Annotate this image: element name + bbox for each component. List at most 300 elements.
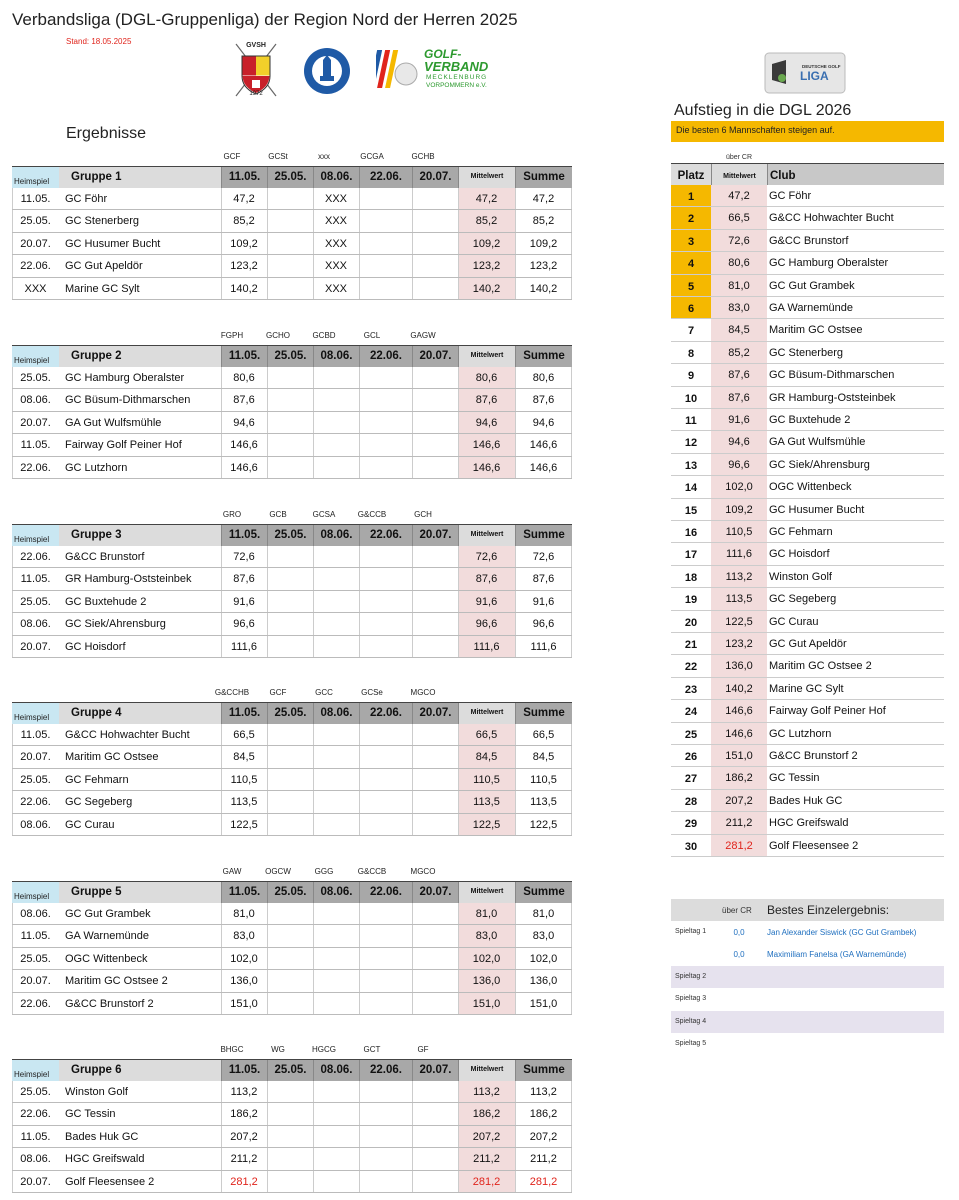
best-row bbox=[671, 943, 944, 965]
summe-value: 122,5 bbox=[529, 818, 558, 831]
spieltag-label: Spieltag 2 bbox=[675, 972, 707, 980]
ranking-platz: 12 bbox=[684, 437, 698, 450]
club-name: GC Segeberg bbox=[65, 796, 133, 809]
ranking-row bbox=[671, 499, 944, 521]
table-row bbox=[12, 255, 572, 277]
table-row bbox=[12, 457, 572, 479]
club-name: G&CC Brunstorf bbox=[65, 551, 145, 563]
ranking-mittelwert: 207,2 bbox=[711, 790, 767, 811]
matchday-header: 25.05. bbox=[267, 882, 313, 903]
ranking-club: G&CC Hohwachter Bucht bbox=[769, 212, 894, 225]
matchday-header: 20.07. bbox=[412, 167, 458, 188]
ranking-club: Bades Huk GC bbox=[769, 794, 843, 807]
mittelwert-value: 113,5 bbox=[473, 796, 500, 809]
mittelwert-value: 211,2 bbox=[473, 1153, 500, 1166]
ranking-row bbox=[671, 230, 944, 252]
table-row bbox=[12, 724, 572, 746]
ranking-header-mittelwert: Mittelwert bbox=[711, 164, 767, 185]
ranking-header bbox=[671, 163, 944, 185]
summe-value: 109,2 bbox=[529, 237, 558, 250]
summe-value: 96,6 bbox=[532, 618, 555, 631]
matchday-header: 08.06. bbox=[313, 882, 359, 903]
matchday-score: 281,2 bbox=[230, 1175, 258, 1188]
matchday-header: 08.06. bbox=[313, 1060, 359, 1081]
group-code: GCSA bbox=[312, 510, 336, 519]
ranking-club: GC Fehmarn bbox=[769, 526, 833, 538]
golf-verband-line2: VERBAND bbox=[424, 59, 489, 74]
summe-value: 94,6 bbox=[532, 416, 555, 429]
ranking-mittelwert: 122,5 bbox=[711, 611, 767, 632]
ranking-club: GC Gut Grambek bbox=[769, 279, 855, 292]
matchday-header: 25.05. bbox=[267, 703, 313, 724]
ranking-mittelwert: 94,6 bbox=[711, 431, 767, 452]
group-header bbox=[12, 702, 572, 724]
group-code: GCBD bbox=[312, 331, 336, 340]
matchday-header: 20.07. bbox=[412, 882, 458, 903]
summe-value: 87,6 bbox=[532, 573, 555, 586]
ranking-mittelwert: 113,2 bbox=[711, 566, 767, 587]
club-name: Golf Fleesensee 2 bbox=[65, 1175, 155, 1188]
group-code: GCHO bbox=[266, 331, 290, 340]
summe-header: Summe bbox=[515, 882, 572, 903]
summe-value: 66,5 bbox=[532, 729, 555, 741]
heimspiel-date: 20.07. bbox=[20, 416, 51, 429]
heimspiel-header: Heimspiel bbox=[12, 346, 59, 367]
ranking-platz: 26 bbox=[684, 751, 698, 763]
heimspiel-header: Heimspiel bbox=[12, 167, 59, 188]
table-row bbox=[12, 746, 572, 768]
golf-verband-line3: MECKLENBURG bbox=[426, 74, 488, 81]
mittelwert-value: 96,6 bbox=[475, 618, 498, 631]
deutsche-golf-liga-logo bbox=[764, 52, 846, 94]
heimspiel-date: 08.06. bbox=[20, 394, 51, 407]
ranking-mittelwert: 91,6 bbox=[711, 409, 767, 430]
mittelwert-value: 146,6 bbox=[472, 439, 501, 452]
summe-value: 123,2 bbox=[529, 260, 558, 273]
mittelwert-value: 111,6 bbox=[473, 640, 500, 653]
ranking-header-platz: Platz bbox=[671, 164, 711, 185]
ranking-row bbox=[671, 521, 944, 543]
table-row bbox=[12, 970, 572, 992]
gvsh-logo bbox=[230, 42, 282, 100]
ranking-row bbox=[671, 812, 944, 834]
ranking-club: GC Tessin bbox=[769, 772, 820, 785]
group-code: FGPH bbox=[220, 331, 244, 340]
summe-value: 111,6 bbox=[530, 640, 557, 653]
summe-value: 81,0 bbox=[532, 908, 555, 920]
ranking-club: GC Büsum-Dithmarschen bbox=[769, 369, 895, 382]
summe-value: 136,0 bbox=[529, 975, 558, 988]
ranking-platz: 23 bbox=[684, 683, 698, 696]
club-name: GC Föhr bbox=[65, 193, 108, 205]
summe-header: Summe bbox=[515, 1060, 572, 1081]
heimspiel-date: 25.05. bbox=[20, 952, 51, 965]
ranking-platz: 2 bbox=[671, 207, 711, 228]
mittelwert-value: 94,6 bbox=[475, 416, 498, 429]
matchday-header: 22.06. bbox=[359, 167, 412, 188]
club-name: GC Lutzhorn bbox=[65, 461, 128, 474]
ranking-row bbox=[671, 767, 944, 789]
mittelwert-value: 186,2 bbox=[472, 1108, 501, 1121]
group-code: GGG bbox=[314, 867, 334, 876]
ranking-mittelwert: 136,0 bbox=[711, 655, 767, 676]
ranking-club: GC Föhr bbox=[769, 190, 812, 202]
group-code: OGCW bbox=[265, 867, 291, 876]
ranking-row bbox=[671, 364, 944, 386]
group-code: G&CCB bbox=[357, 867, 387, 876]
matchday-score: 85,2 bbox=[233, 215, 255, 228]
matchday-score: 83,0 bbox=[233, 930, 255, 943]
heimspiel-date: 20.07. bbox=[20, 1175, 51, 1188]
matchday-score: 81,0 bbox=[233, 908, 255, 920]
ranking-row bbox=[671, 611, 944, 633]
table-row bbox=[12, 814, 572, 836]
table-row bbox=[12, 546, 572, 568]
ranking-club: GR Hamburg-Oststeinbek bbox=[769, 391, 896, 404]
liga-logo-line2: LIGA bbox=[800, 69, 829, 83]
matchday-score: 109,2 bbox=[230, 237, 258, 250]
matchday-score: 84,5 bbox=[233, 751, 255, 764]
ranking-row bbox=[671, 678, 944, 700]
club-name: GC Siek/Ahrensburg bbox=[65, 618, 166, 631]
ranking-club: Marine GC Sylt bbox=[769, 682, 844, 695]
golf-verband-mecklenburg-logo bbox=[376, 46, 518, 92]
heimspiel-date: 22.06. bbox=[20, 551, 51, 563]
heimspiel-date: 08.06. bbox=[20, 818, 51, 831]
ranking-platz: 9 bbox=[687, 370, 695, 383]
table-row bbox=[12, 591, 572, 613]
group-table-2 bbox=[12, 331, 572, 481]
spieltag-label: Spieltag 5 bbox=[675, 1040, 707, 1047]
heimspiel-header: Heimspiel bbox=[12, 882, 59, 903]
ranking-club: GC Hamburg Oberalster bbox=[769, 257, 889, 270]
matchday-score: 211,2 bbox=[230, 1153, 258, 1166]
mittelwert-value: 84,5 bbox=[475, 751, 498, 764]
club-name: OGC Wittenbeck bbox=[65, 952, 148, 965]
group-code: GCSt bbox=[268, 152, 288, 161]
mittelwert-value: 91,6 bbox=[475, 595, 498, 608]
spieltag-label: Spieltag 1 bbox=[675, 928, 707, 935]
best-row bbox=[671, 966, 944, 988]
mittelwert-value: 83,0 bbox=[475, 930, 498, 943]
summe-value: 281,2 bbox=[529, 1175, 558, 1188]
club-name: GC Hamburg Oberalster bbox=[65, 372, 185, 384]
ranking-row bbox=[671, 387, 944, 409]
group-code: GCF bbox=[269, 688, 287, 697]
table-row bbox=[12, 434, 572, 456]
table-row bbox=[12, 367, 572, 389]
matchday-header: 22.06. bbox=[359, 346, 412, 367]
summe-value: 113,5 bbox=[530, 796, 557, 809]
ranking-mittelwert: 81,0 bbox=[711, 275, 767, 296]
matchday-header: 22.06. bbox=[359, 1060, 412, 1081]
matchday-score: 186,2 bbox=[230, 1108, 258, 1121]
summe-value: 84,5 bbox=[532, 751, 555, 764]
best-player-name: Maximiliam Fanelsa (GA Warnemünde) bbox=[767, 950, 907, 960]
group-name: Gruppe 4 bbox=[59, 703, 221, 724]
group-body bbox=[12, 188, 572, 300]
matchday-score: 140,2 bbox=[230, 282, 258, 295]
matchday-header: 08.06. bbox=[313, 167, 359, 188]
group-body bbox=[12, 546, 572, 658]
golf-verband-line1: GOLF- bbox=[424, 47, 462, 61]
group-body bbox=[12, 367, 572, 479]
club-name: GA Warnemünde bbox=[65, 930, 149, 943]
matchday-header: 22.06. bbox=[359, 703, 412, 724]
matchday-header: 08.06. bbox=[313, 525, 359, 546]
gvsh-logo-year: 1972 bbox=[249, 91, 263, 97]
group-code: GCT bbox=[363, 1045, 381, 1054]
ranking-row bbox=[671, 723, 944, 745]
ranking-platz: 5 bbox=[671, 275, 711, 296]
matchday-score: 146,6 bbox=[230, 439, 258, 452]
matchday-score: 96,6 bbox=[233, 618, 255, 631]
ranking-row bbox=[671, 431, 944, 453]
group-code: GCF bbox=[223, 152, 241, 161]
table-row bbox=[12, 233, 572, 255]
summe-value: 113,2 bbox=[530, 1086, 557, 1098]
ranking-platz: 30 bbox=[684, 840, 698, 853]
mittelwert-value: 122,5 bbox=[472, 818, 501, 831]
summe-value: 211,2 bbox=[530, 1153, 557, 1166]
group-code: GCHB bbox=[411, 152, 435, 161]
table-row bbox=[12, 948, 572, 970]
ranking-platz: 10 bbox=[684, 392, 698, 405]
matchday-header: 20.07. bbox=[412, 703, 458, 724]
ranking-mittelwert: 146,6 bbox=[711, 700, 767, 721]
ranking-row bbox=[671, 566, 944, 588]
ranking-row bbox=[671, 297, 944, 319]
matchday-score: 102,0 bbox=[230, 952, 258, 965]
mittelwert-value: 136,0 bbox=[472, 975, 501, 988]
ranking-platz: 18 bbox=[684, 571, 698, 584]
heimspiel-date: 25.05. bbox=[20, 773, 51, 786]
matchday-header: 11.05. bbox=[221, 525, 267, 546]
ranking-club: GC Husumer Bucht bbox=[769, 503, 865, 516]
ranking-platz: 20 bbox=[684, 616, 698, 629]
mittelwert-value: 47,2 bbox=[475, 193, 498, 205]
ranking-mittelwert: 83,0 bbox=[711, 297, 767, 318]
heimspiel-date: 20.07. bbox=[20, 751, 51, 764]
best-player-name: Jan Alexander Siswick (GC Gut Grambek) bbox=[767, 928, 917, 937]
matchday-score: XXX bbox=[324, 260, 347, 273]
mittelwert-value: 109,2 bbox=[472, 237, 501, 250]
club-name: HGC Greifswald bbox=[65, 1153, 145, 1166]
ranking-row bbox=[671, 275, 944, 297]
heimspiel-date: 22.06. bbox=[20, 260, 51, 273]
best-header bbox=[671, 899, 944, 921]
matchday-score: XXX bbox=[324, 215, 347, 228]
ranking-row bbox=[671, 835, 944, 857]
ranking-row bbox=[671, 342, 944, 364]
ranking-club: GC Siek/Ahrensburg bbox=[769, 458, 870, 471]
matchday-header: 25.05. bbox=[267, 1060, 313, 1081]
ranking-row bbox=[671, 476, 944, 498]
ranking-mittelwert: 146,6 bbox=[711, 723, 767, 744]
table-row bbox=[12, 389, 572, 411]
club-name: GC Fehmarn bbox=[65, 773, 129, 786]
ranking-row bbox=[671, 409, 944, 431]
ranking-mittelwert: 211,2 bbox=[711, 812, 767, 833]
ranking-row bbox=[671, 700, 944, 722]
heimspiel-header: Heimspiel bbox=[12, 525, 59, 546]
ranking-row bbox=[671, 543, 944, 565]
club-name: Bades Huk GC bbox=[65, 1130, 139, 1143]
matchday-score: 87,6 bbox=[233, 394, 255, 407]
club-name: GC Buxtehude 2 bbox=[65, 595, 147, 608]
ranking-mittelwert: 47,2 bbox=[711, 185, 767, 206]
mittelwert-value: 87,6 bbox=[475, 573, 498, 586]
ranking-row bbox=[671, 588, 944, 610]
heimspiel-date: 11.05. bbox=[20, 930, 51, 943]
matchday-score: 72,6 bbox=[233, 551, 255, 563]
group-name: Gruppe 2 bbox=[59, 346, 221, 367]
ranking-club: GC Lutzhorn bbox=[769, 727, 832, 740]
heimspiel-date: 08.06. bbox=[20, 908, 51, 920]
mittelwert-value: 72,6 bbox=[475, 551, 498, 563]
liga-logo-line1: DEUTSCHE GOLF bbox=[802, 64, 841, 69]
ranking-platz: 16 bbox=[684, 527, 698, 539]
heimspiel-date: 11.05. bbox=[20, 439, 51, 452]
ranking-ueber-cr-caption: über CR bbox=[725, 154, 753, 161]
summe-value: 151,0 bbox=[529, 997, 558, 1010]
ranking-mittelwert: 123,2 bbox=[711, 633, 767, 654]
summe-value: 146,6 bbox=[529, 439, 558, 452]
matchday-header: 11.05. bbox=[221, 167, 267, 188]
mittelwert-value: 151,0 bbox=[472, 997, 501, 1010]
mittelwert-header: Mittelwert bbox=[458, 703, 515, 724]
matchday-header: 22.06. bbox=[359, 525, 412, 546]
ranking-mittelwert: 80,6 bbox=[711, 252, 767, 273]
ranking-platz: 3 bbox=[671, 230, 711, 251]
heimspiel-date: 08.06. bbox=[20, 1153, 51, 1166]
matchday-header: 11.05. bbox=[221, 1060, 267, 1081]
matchday-header: 25.05. bbox=[267, 346, 313, 367]
ranking-platz: 13 bbox=[684, 459, 698, 472]
group-code: WG bbox=[271, 1045, 285, 1054]
table-row bbox=[12, 993, 572, 1015]
matchday-score: 113,2 bbox=[230, 1086, 258, 1098]
summe-value: 110,5 bbox=[530, 773, 557, 786]
matchday-score: 146,6 bbox=[230, 461, 258, 474]
ranking-row bbox=[671, 185, 944, 207]
aufstieg-note: Die besten 6 Mannschaften steigen auf. bbox=[671, 121, 944, 142]
mittelwert-value: 85,2 bbox=[475, 215, 498, 228]
ranking-mittelwert: 186,2 bbox=[711, 767, 767, 788]
ranking-platz: 4 bbox=[671, 252, 711, 273]
matchday-header: 08.06. bbox=[313, 703, 359, 724]
summe-value: 80,6 bbox=[532, 372, 555, 384]
summe-value: 102,0 bbox=[529, 952, 558, 965]
matchday-score: XXX bbox=[324, 193, 347, 205]
ranking-row bbox=[671, 633, 944, 655]
summe-value: 85,2 bbox=[532, 215, 555, 228]
matchday-score: 151,0 bbox=[230, 997, 258, 1010]
group-code: G&CCHB bbox=[214, 688, 250, 697]
ranking-platz: 24 bbox=[684, 706, 698, 719]
summe-header: Summe bbox=[515, 703, 572, 724]
ranking-platz: 11 bbox=[685, 415, 697, 427]
club-name: G&CC Hohwachter Bucht bbox=[65, 729, 190, 741]
ranking-header-club: Club bbox=[767, 164, 944, 185]
ranking-club: GC Buxtehude 2 bbox=[769, 414, 851, 426]
group-code: BHGC bbox=[220, 1045, 244, 1054]
table-row bbox=[12, 278, 572, 300]
mittelwert-value: 146,6 bbox=[472, 461, 501, 474]
table-row bbox=[12, 769, 572, 791]
club-name: Marine GC Sylt bbox=[65, 282, 140, 295]
matchday-score: 111,6 bbox=[231, 640, 257, 653]
table-row bbox=[12, 636, 572, 658]
group-code: GAGW bbox=[410, 331, 436, 340]
ranking-club: GC Segeberg bbox=[769, 593, 837, 606]
matchday-header: 25.05. bbox=[267, 525, 313, 546]
ranking-club: GA Warnemünde bbox=[769, 302, 853, 314]
mittelwert-value: 80,6 bbox=[475, 372, 498, 384]
heimspiel-date: 11.05. bbox=[20, 729, 51, 741]
club-name: GC Curau bbox=[65, 818, 115, 831]
group-code: G&CCB bbox=[357, 510, 387, 519]
ranking-platz: 28 bbox=[684, 795, 698, 808]
mittelwert-value: 81,0 bbox=[475, 908, 498, 920]
heimspiel-date: 22.06. bbox=[20, 796, 51, 809]
group-name: Gruppe 1 bbox=[59, 167, 221, 188]
results-heading: Ergebnisse bbox=[66, 125, 147, 142]
ranking-row bbox=[671, 790, 944, 812]
table-row bbox=[12, 210, 572, 232]
summe-value: 146,6 bbox=[529, 461, 558, 474]
heimspiel-date: 22.06. bbox=[20, 997, 51, 1010]
club-name: GC Stenerberg bbox=[65, 215, 139, 228]
ranking-row bbox=[671, 319, 944, 341]
spieltag-label: Spieltag 4 bbox=[675, 1017, 707, 1025]
best-ueber-cr: über CR bbox=[722, 906, 752, 915]
ranking-platz: 7 bbox=[687, 325, 695, 338]
mittelwert-value: 66,5 bbox=[475, 729, 498, 741]
group-code: GCC bbox=[315, 688, 333, 697]
ranking-platz: 25 bbox=[684, 728, 698, 741]
summe-header: Summe bbox=[515, 525, 572, 546]
ranking-platz: 8 bbox=[687, 347, 695, 360]
ranking-mittelwert: 96,6 bbox=[711, 454, 767, 475]
group-code: GRO bbox=[222, 510, 242, 519]
best-value: 0,0 bbox=[733, 928, 745, 937]
club-name: Maritim GC Ostsee bbox=[65, 751, 159, 764]
table-row bbox=[12, 188, 572, 210]
group-table-6 bbox=[12, 1045, 572, 1195]
table-row bbox=[12, 791, 572, 813]
group-name: Gruppe 3 bbox=[59, 525, 221, 546]
club-name: Maritim GC Ostsee 2 bbox=[65, 975, 168, 988]
matchday-score: 87,6 bbox=[233, 573, 255, 586]
club-name: GC Hoisdorf bbox=[65, 640, 126, 653]
group-body bbox=[12, 1081, 572, 1193]
group-body bbox=[12, 724, 572, 836]
ranking-platz: 29 bbox=[684, 818, 698, 831]
best-row bbox=[671, 1011, 944, 1033]
heimspiel-date: 22.06. bbox=[20, 461, 51, 474]
matchday-score: 136,0 bbox=[230, 975, 258, 988]
group-code: MGCO bbox=[410, 867, 436, 876]
heimspiel-date: 25.05. bbox=[20, 215, 51, 228]
group-code: GCH bbox=[414, 510, 432, 519]
ranking-club: GC Stenerberg bbox=[769, 346, 843, 359]
mittelwert-value: 102,0 bbox=[472, 952, 501, 965]
mittelwert-value: 140,2 bbox=[472, 282, 501, 295]
matchday-score: 47,2 bbox=[233, 193, 255, 205]
ranking-row bbox=[671, 655, 944, 677]
group-name: Gruppe 6 bbox=[59, 1060, 221, 1081]
